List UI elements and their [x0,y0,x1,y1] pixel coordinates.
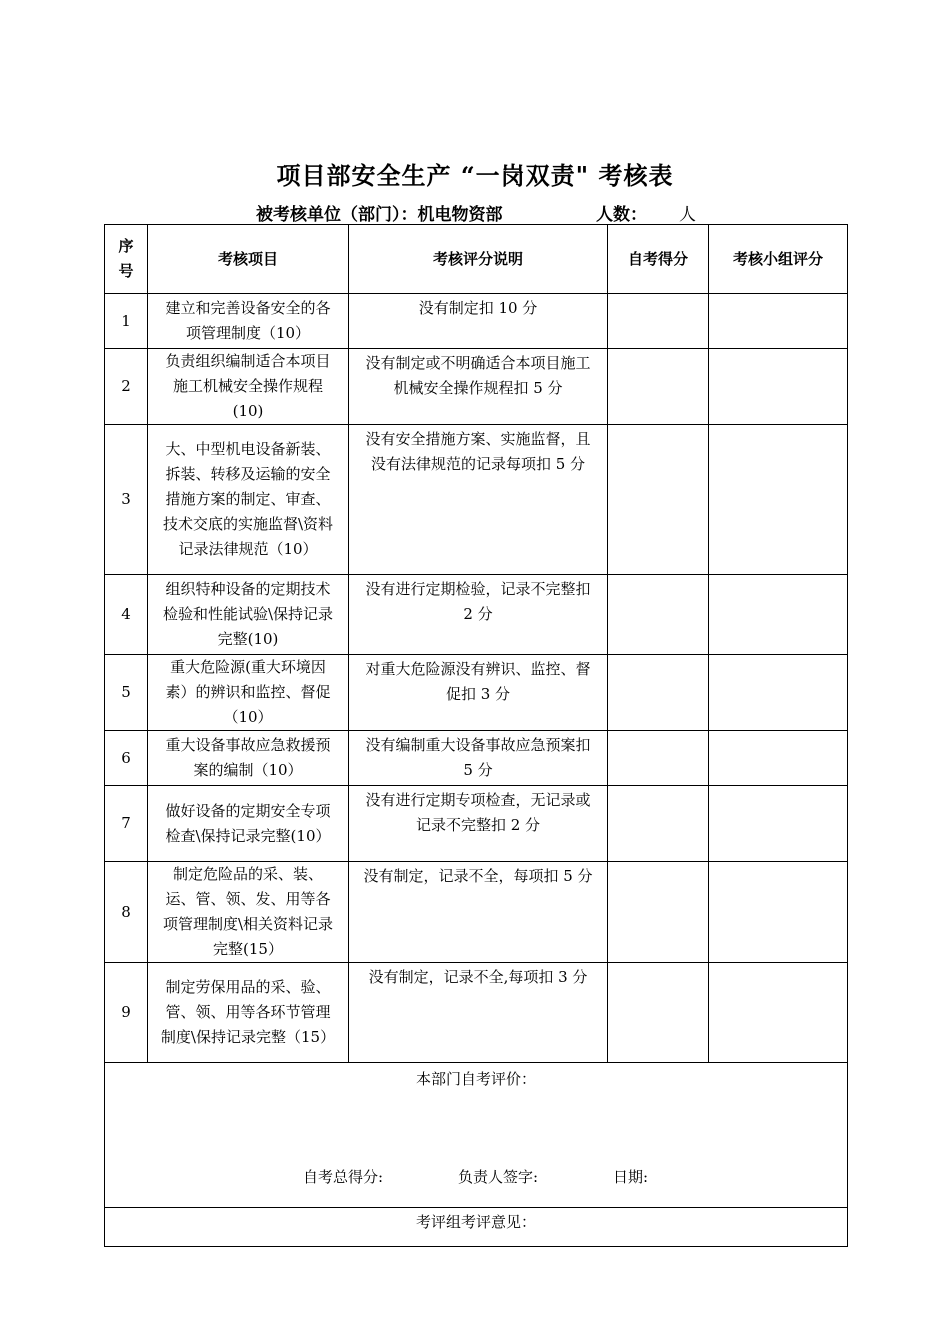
row-item: 大、中型机电设备新装、拆装、转移及运输的安全措施方案的制定、审查、技术交底的实施监督\资料记录法律规范（10） [148,425,349,575]
self-score-cell[interactable] [608,575,709,655]
row-item: 制定劳保用品的采、验、管、领、用等各环节管理制度\保持记录完整（15） [148,963,349,1063]
row-number: 5 [105,655,148,731]
header-serial: 序号 [105,225,148,294]
self-score-cell[interactable] [608,655,709,731]
row-description: 没有制定扣 10 分 [349,294,608,349]
row-item: 重大危险源(重大环境因素）的辨识和监控、督促（10） [148,655,349,731]
self-evaluation-label: 本部门自考评价： [415,1070,536,1088]
self-score-cell[interactable] [608,425,709,575]
row-description: 没有进行定期检验，记录不完整扣 2 分 [349,575,608,655]
review-cell[interactable] [105,1208,848,1247]
header-group-score: 考核小组评分 [709,225,848,294]
row-description: 没有进行定期专项检查，无记录或记录不完整扣 2 分 [349,786,608,862]
row-number: 4 [105,575,148,655]
group-score-cell[interactable] [709,425,848,575]
signer-label: 负责人签字: [458,1168,539,1186]
table-row [105,575,848,655]
table-row [105,731,848,786]
self-score-cell[interactable] [608,786,709,862]
self-evaluation-cell[interactable] [105,1063,848,1208]
review-row [105,1208,848,1247]
row-item: 组织特种设备的定期技术检验和性能试验\保持记录完整(10) [148,575,349,655]
headcount-unit: 人 [679,205,696,225]
assessed-unit-label: 被考核单位（部门）：机电物资部 [256,205,503,225]
row-item: 做好设备的定期安全专项检查\保持记录完整(10） [148,786,349,862]
header-item: 考核项目 [148,225,349,294]
group-score-cell[interactable] [709,786,848,862]
row-number: 6 [105,731,148,786]
table-row [105,294,848,349]
self-evaluation-row [105,1063,848,1208]
self-score-cell[interactable] [608,862,709,963]
row-item: 制定危险品的采、装、运、管、领、发、用等各项管理制度\相关资料记录完整(15） [148,862,349,963]
date-label: 日期: [613,1168,649,1186]
total-score-label: 自考总得分: [303,1168,384,1186]
group-score-cell[interactable] [709,963,848,1063]
row-item: 重大设备事故应急救援预案的编制（10） [148,731,349,786]
header-description: 考核评分说明 [349,225,608,294]
review-label: 考评组考评意见： [415,1213,536,1231]
table-row [105,786,848,862]
group-score-cell[interactable] [709,575,848,655]
row-number: 9 [105,963,148,1063]
headcount-label: 人数： [596,205,647,225]
row-description: 对重大危险源没有辨识、监控、督促扣 3 分 [349,655,608,731]
group-score-cell[interactable] [709,294,848,349]
row-description: 没有制定，记录不全，每项扣 5 分 [349,862,608,963]
self-score-cell[interactable] [608,294,709,349]
self-score-cell[interactable] [608,963,709,1063]
row-description: 没有安全措施方案、实施监督，且没有法律规范的记录每项扣 5 分 [349,425,608,575]
row-number: 1 [105,294,148,349]
row-number: 3 [105,425,148,575]
document-title: 项目部安全生产 “一岗双责" 考核表 [276,161,674,190]
group-score-cell[interactable] [709,862,848,963]
row-item: 建立和完善设备安全的各项管理制度（10） [148,294,349,349]
table-row [105,349,848,425]
table-row [105,963,848,1063]
assessment-table [104,224,848,1247]
row-item: 负责组织编制适合本项目施工机械安全操作规程(10) [148,349,349,425]
row-description: 没有编制重大设备事故应急预案扣 5 分 [349,731,608,786]
subtitle-line [0,200,950,224]
group-score-cell[interactable] [709,349,848,425]
group-score-cell[interactable] [709,731,848,786]
group-score-cell[interactable] [709,655,848,731]
row-number: 8 [105,862,148,963]
table-row [105,655,848,731]
table-header-row [105,225,848,294]
table-row [105,425,848,575]
table-row [105,862,848,963]
row-description: 没有制定或不明确适合本项目施工机械安全操作规程扣 5 分 [349,349,608,425]
row-number: 7 [105,786,148,862]
self-score-cell[interactable] [608,349,709,425]
self-score-cell[interactable] [608,731,709,786]
header-self-score: 自考得分 [608,225,709,294]
row-description: 没有制定，记录不全,每项扣 3 分 [349,963,608,1063]
row-number: 2 [105,349,148,425]
